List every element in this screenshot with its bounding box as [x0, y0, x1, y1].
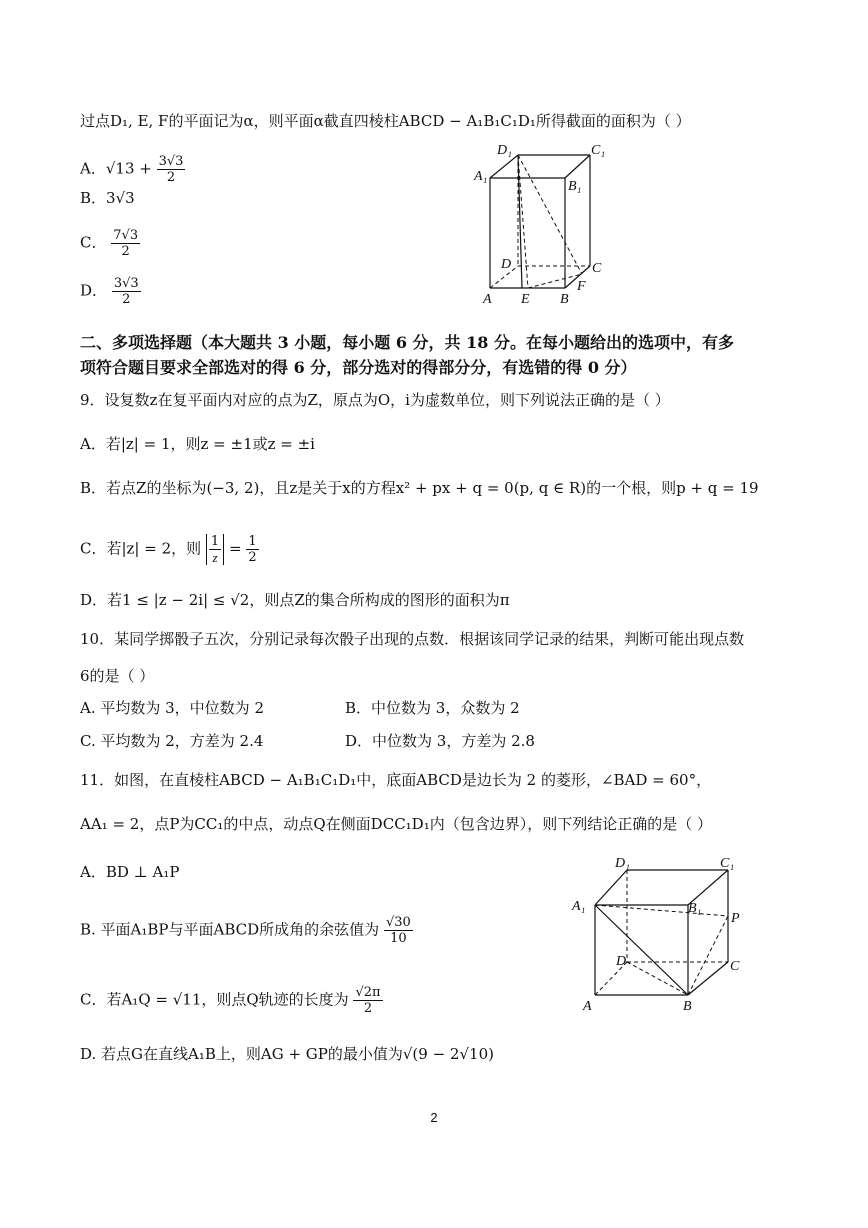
q11-label-c: C: [730, 959, 740, 974]
q8-option-b: B．3√3: [80, 189, 135, 207]
q11-option-a: A．BD ⊥ A₁P: [80, 863, 180, 881]
section2-heading-line2: 项符合题目要求全部选对的得 6 分，部分选对的得部分分，有选错的得 0 分）: [80, 358, 637, 377]
q8-option-d-numerator: 3√3: [113, 276, 139, 291]
q8-option-a-label: A．: [80, 159, 106, 178]
q9-option-c-equals: =: [228, 539, 242, 558]
q8-label-e: E: [521, 292, 530, 307]
q8-option-a: [80, 154, 185, 185]
q8-option-a-numerator: 3√3: [158, 154, 184, 169]
q10-option-d: D．中位数为 3，方差为 2.8: [345, 732, 535, 750]
q9-option-c-abs: [206, 534, 224, 565]
q10-option-c: C. 平均数为 2，方差为 2.4: [80, 732, 264, 750]
q8-label-c1: C₁: [591, 143, 606, 158]
q11-option-c-denominator: 2: [363, 1001, 373, 1016]
q8-option-a-fraction: [157, 154, 186, 185]
q11-stem-line2: AA₁ = 2，点P为CC₁的中点，动点Q在侧面DCC₁D₁内（包含边界），则下列结论正确的是（ ）: [80, 815, 712, 833]
q8-option-c-denominator: 2: [121, 244, 130, 259]
q11-option-b: [80, 915, 413, 946]
q9-option-c-numerator: 1: [248, 534, 257, 549]
q9-option-d: D．若1 ≤ |z − 2i| ≤ √2，则点Z的集合所构成的图形的面积为π: [80, 591, 510, 609]
q8-label-b: B: [560, 292, 569, 307]
q9-option-c-denominator: 2: [248, 550, 257, 565]
q8-option-c-fraction: [111, 228, 140, 259]
q8-label-f: F: [577, 279, 586, 294]
section2-heading-line1: 二、多项选择题（本大题共 3 小题，每小题 6 分，共 18 分。在每小题给出的选项中，有多: [80, 333, 734, 352]
q11-label-c1: C₁: [720, 856, 735, 871]
q11-label-d: D: [616, 954, 627, 969]
q11-option-c-numerator: √2π: [355, 985, 381, 1000]
q11-label-a: A: [583, 999, 592, 1014]
q8-label-b1: B₁: [568, 179, 582, 194]
q8-option-a-denominator: 2: [166, 170, 176, 185]
q11-option-b-fraction: [384, 915, 413, 946]
q9-option-c-abs-denominator: z: [212, 550, 218, 565]
q8-label-a1: A₁: [474, 169, 488, 184]
q11-label-a1: A₁: [572, 899, 586, 914]
q8-option-c-label: C．: [80, 233, 107, 252]
q11-option-b-denominator: 10: [390, 931, 407, 946]
q8-option-c-numerator: 7√3: [113, 228, 139, 243]
q11-label-d1: D₁: [615, 856, 630, 871]
q9-option-a: A．若|z| = 1，则z = ±1或z = ±i: [80, 435, 315, 453]
q11-option-c: [80, 985, 383, 1016]
q11-label-b: B: [683, 999, 692, 1014]
q8-label-c: C: [592, 261, 602, 276]
q9-option-c-abs-fraction: [209, 534, 221, 565]
q11-option-c-fraction: [353, 985, 382, 1016]
q8-option-d: [80, 276, 141, 307]
q9-option-b: B．若点Z的坐标为(−3, 2)，且z是关于x的方程x² + px + q = 0(p, q ∈ R)的一个根，则p + q = 19: [80, 479, 759, 497]
q9-stem: 9．设复数z在复平面内对应的点为Z，原点为O，i为虚数单位，则下列说法正确的是（ ）: [80, 391, 670, 409]
q8-prism-figure: [470, 140, 630, 310]
q8-label-d1: D₁: [497, 143, 512, 158]
q10-option-b: B．中位数为 3，众数为 2: [345, 699, 520, 717]
q8-option-d-fraction: [112, 276, 141, 307]
q8-option-d-label: D．: [80, 281, 108, 300]
q11-option-c-text: C．若A₁Q = √11，则点Q轨迹的长度为: [80, 990, 349, 1009]
q11-label-p: P: [731, 911, 740, 926]
q11-stem-line1: 11．如图，在直棱柱ABCD − A₁B₁C₁D₁中，底面ABCD是边长为 2 的菱形，∠BAD = 60°，: [80, 771, 712, 789]
q10-stem-line1: 10．某同学掷骰子五次，分别记录每次骰子出现的点数．根据该同学记录的结果，判断可能出现点数: [80, 630, 745, 648]
q9-option-c: [80, 534, 259, 565]
q11-label-b1: B₁: [688, 901, 702, 916]
page-number: 2: [430, 1110, 438, 1125]
q11-option-d: D. 若点G在直线A₁B上，则AG + GP的最小值为√(9 − 2√10): [80, 1045, 494, 1063]
q10-option-a: A. 平均数为 3，中位数为 2: [80, 699, 264, 717]
q8-option-c: [80, 228, 140, 259]
q8-label-d: D: [501, 257, 512, 272]
q11-prism-figure: [570, 850, 760, 1020]
q9-option-c-fraction: [246, 534, 258, 565]
q9-option-c-text: C．若|z| = 2，则: [80, 539, 202, 558]
q8-option-a-radical: √13 +: [105, 159, 152, 178]
q11-option-b-text: B. 平面A₁BP与平面ABCD所成角的余弦值为: [80, 920, 380, 939]
q10-stem-line2: 6的是（ ）: [80, 667, 155, 685]
q8-option-d-denominator: 2: [122, 292, 131, 307]
q11-option-b-numerator: √30: [385, 915, 411, 930]
q8-label-a: A: [483, 292, 492, 307]
q9-option-c-abs-numerator: 1: [210, 534, 220, 549]
q8-stem: 过点D₁, E, F的平面记为α，则平面α截直四棱柱ABCD − A₁B₁C₁D₁所得截面的面积为（ ）: [80, 112, 691, 130]
